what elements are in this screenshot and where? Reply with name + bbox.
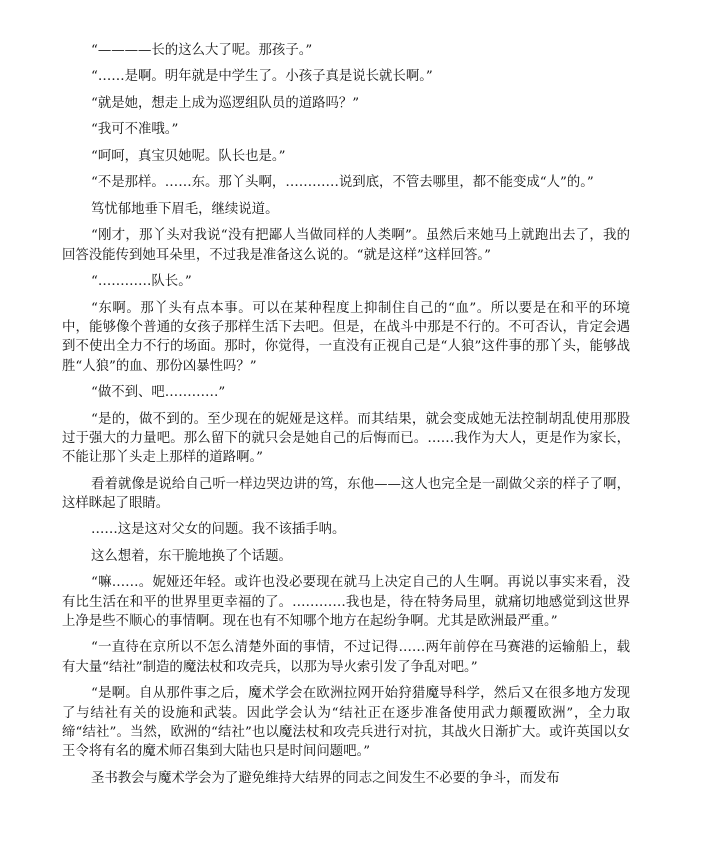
paragraph-4: “我可不准哦。”: [91, 122, 179, 138]
paragraph-10: “东啊。那丫头有点本事。可以在某种程度上抑制住自己的“血”。所以要是在和平的环境中，能够像个普通的女孩子那样生活下去吧。但是，在战斗中那是不行的。不可否认，肯定会遇到不使出全力不行的场面。那时，你觉得，一直没有正视自己是“人狼”这件事的那丫头，能够战胜“人狼”的血、那份凶暴性吗？”: [62, 300, 630, 374]
paragraph-1: “————长的这么大了呢。那孩子。”: [91, 43, 313, 58]
paragraph-7: 笃忧郁地垂下眉毛，继续说道。: [91, 201, 279, 217]
paragraph-11: “做不到、吧…………”: [91, 385, 226, 401]
paragraph-6: “不是那样。……东。那丫头啊，…………说到底，不管去哪里，都不能变成“人”的。”: [91, 175, 594, 191]
paragraph-12: “是的，做不到的。至少现在的妮娅是这样。而其结果，就会变成她无法控制胡乱使用那股过于强大的力量吧。那么留下的就只会是她自己的后悔而已。……我作为大人，更是作为家长，不能让那丫头走上那样的道路啊。”: [62, 411, 630, 466]
paragraph-13: 看着就像是说给自己听一样边哭边讲的笃，东他——这人也完全是一副做父亲的样子了啊，这样眯起了眼睛。: [62, 476, 630, 511]
paragraph-8: “刚才，那丫头对我说“没有把鄙人当做同样的人类啊”。虽然后来她马上就跑出去了，我的回答没能传到她耳朵里，不过我是准备这么说的。“就是这样”这样回答。”: [62, 228, 630, 263]
paragraph-15: 这么想着，东干脆地换了个话题。: [91, 548, 292, 564]
paragraph-19: 圣书教会与魔术学会为了避免维持大结界的同志之间发生不必要的争斗，而发布: [91, 770, 560, 786]
paragraph-16: “嘛……。妮娅还年轻。或许也没必要现在就马上决定自己的人生啊。再说以事实来看，没有比生活在和平的世界里更幸福的了。…………我也是，待在特务局里，就痛切地感觉到这世界上净是些不顺心的事情啊。现在也有不知哪个地方在起纷争啊。尤其是欧洲最严重。”: [62, 575, 630, 629]
paragraph-5: “呵呵，真宝贝她呢。队长也是。”: [91, 148, 286, 164]
paragraph-2: “……是啊。明年就是中学生了。小孩子真是说长就长啊。”: [91, 69, 433, 85]
paragraph-14: ……这是这对父女的问题。我不该插手呐。: [91, 522, 346, 538]
document-page: [62, 0, 630, 795]
paragraph-9: “…………队长。”: [91, 274, 192, 290]
paragraph-17: “一直待在京所以不怎么清楚外面的事情，不过记得……两年前停在马赛港的运输船上，载有大量“结社”制造的魔法杖和攻壳兵，以那为导火索引发了争乱对吧。”: [62, 640, 630, 675]
paragraph-18: “是啊。自从那件事之后，魔术学会在欧洲拉网开始狩猎魔导科学，然后又在很多地方发现了与结社有关的设施和武装。因此学会认为“结社正在逐步准备使用武力颠覆欧洲”，全力取缔“结社”。当然，欧洲的“结社”也以魔法杖和攻壳兵进行对抗，其战火日渐扩大。或许英国以女王令将有名的魔术师召集到大陆也只是时间问题吧。”: [62, 686, 630, 760]
paragraph-3: “就是她，想走上成为巡逻组队员的道路吗？”: [91, 95, 360, 111]
